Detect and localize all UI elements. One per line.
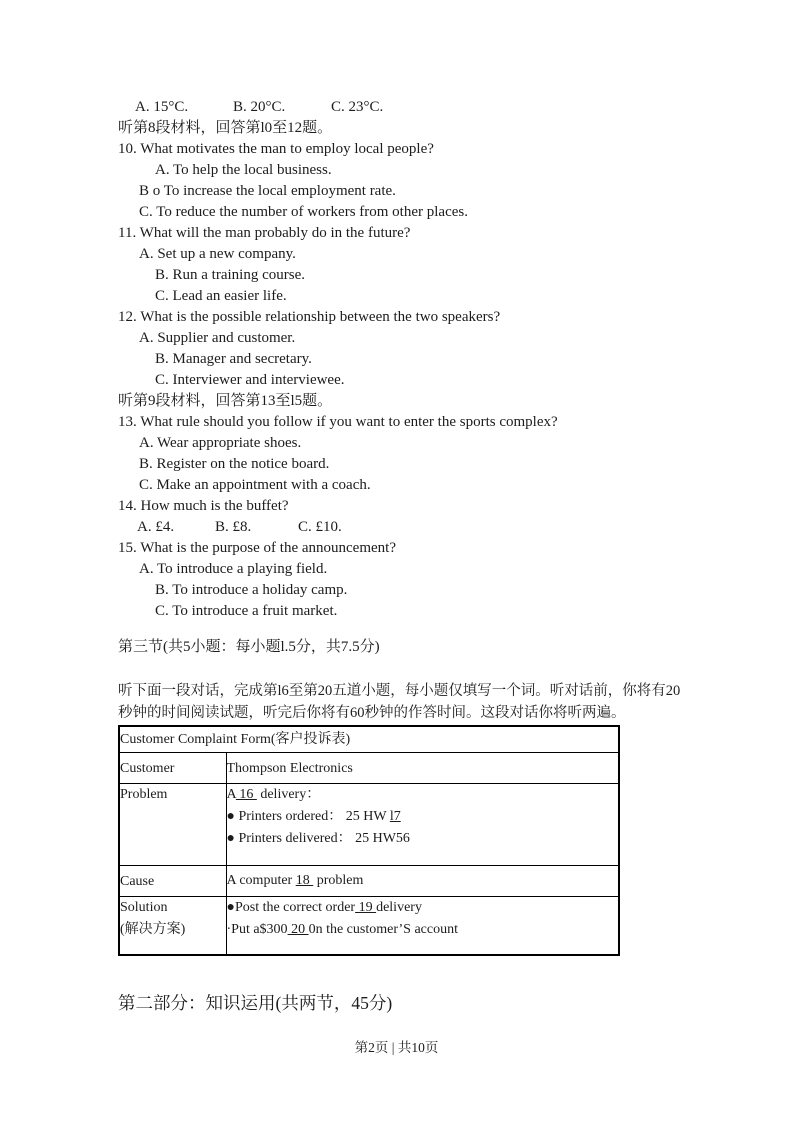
question-12-option-a: A. Supplier and customer. [139, 330, 296, 346]
question-11-option-a: A. Set up a new company. [139, 246, 296, 262]
section-3-instruction-line-2: 秒钟的时间阅读试题，听完后你将有60秒钟的作答时间。这段对话你将听两遍。 [118, 705, 626, 721]
cause-line: A computer 18 problem [226, 873, 364, 888]
blank-18: 18 [295, 873, 314, 888]
question-12-option-b: B. Manager and secretary. [155, 351, 312, 367]
question-13-option-b: B. Register on the notice board. [139, 456, 330, 472]
customer-label: Customer [119, 753, 226, 784]
form-title: Customer Complaint Form(客户投诉表) [119, 726, 619, 753]
question-13-option-a: A. Wear appropriate shoes. [139, 435, 302, 451]
question-9-option-a: A. 15°C. [135, 99, 189, 115]
solution-value [226, 897, 619, 956]
question-14-stem: 14. How much is the buffet? [118, 498, 289, 514]
question-9-option-b: B. 20°C. [233, 99, 286, 115]
question-13-stem: 13. What rule should you follow if you want to enter the sports complex? [118, 414, 558, 430]
section-3-heading: 第三节(共5小题：每小题l.5分，共7.5分) [118, 639, 380, 655]
form-row-cause [119, 866, 619, 897]
blank-17: l7 [389, 809, 401, 824]
question-15-option-a: A. To introduce a playing field. [139, 561, 328, 577]
question-9-options-row [118, 97, 680, 118]
blank-19: 19 [355, 900, 377, 915]
question-10-option-a: A. To help the local business. [155, 162, 332, 178]
question-14-option-b: B. £8. [215, 519, 252, 535]
solution-line-2: ·Put a$300 20 0n the customer’S account [226, 922, 458, 937]
solution-line-1: ●Post the correct order 19 delivery [226, 900, 422, 915]
form-row-customer [119, 753, 619, 784]
question-10-option-c: C. To reduce the number of workers from other places. [139, 204, 468, 220]
solution-label [119, 897, 226, 956]
question-11-option-c: C. Lead an easier life. [155, 288, 287, 304]
form-title-row [119, 726, 619, 753]
solution-label-line-2: (解决方案) [120, 922, 186, 937]
question-14-options-row [118, 517, 680, 538]
question-10-option-b: B o To increase the local employment rate. [139, 183, 396, 199]
question-11-option-b: B. Run a training course. [155, 267, 305, 283]
customer-value: Thompson Electronics [226, 753, 619, 784]
question-13-option-c: C. Make an appointment with a coach. [139, 477, 371, 493]
question-9-option-c: C. 23°C. [331, 99, 384, 115]
problem-line-2: ● Printers ordered： 25 HW l7 [226, 809, 401, 824]
dialog-9-intro: 听第9段材料，回答第13至l5题。 [118, 393, 333, 409]
problem-line-1: A 16 delivery： [226, 787, 321, 802]
part-2-heading: 第二部分：知识运用(共两节，45分) [118, 993, 393, 1013]
form-row-solution [119, 897, 619, 956]
problem-label: Problem [119, 784, 226, 866]
problem-value [226, 784, 619, 866]
form-row-problem [119, 784, 619, 866]
question-11-stem: 11. What will the man probably do in the future? [118, 225, 411, 241]
dialog-8-intro: 听第8段材料，回答第l0至12题。 [118, 120, 333, 136]
question-10-stem: 10. What motivates the man to employ local people? [118, 141, 434, 157]
question-15-stem: 15. What is the purpose of the announcement? [118, 540, 396, 556]
question-15-option-b: B. To introduce a holiday camp. [155, 582, 348, 598]
question-15-option-c: C. To introduce a fruit market. [155, 603, 338, 619]
problem-line-3: ● Printers delivered： 25 HW56 [226, 831, 410, 846]
blank-16: 16 [235, 787, 257, 802]
question-14-option-c: C. £10. [298, 519, 342, 535]
cause-label: Cause [119, 866, 226, 897]
blank-20: 20 [287, 922, 309, 937]
cause-value [226, 866, 619, 897]
question-12-option-c: C. Interviewer and interviewee. [155, 372, 345, 388]
page-content [118, 0, 680, 1014]
solution-label-line-1: Solution [120, 900, 168, 915]
question-12-stem: 12. What is the possible relationship between the two speakers? [118, 309, 501, 325]
page-number-footer: 第2页 | 共10页 [354, 1040, 439, 1055]
question-14-option-a: A. £4. [137, 519, 175, 535]
complaint-form-table [118, 725, 620, 956]
section-3-instruction-line-1: 听下面一段对话，完成第l6至第20五道小题，每小题仅填写一个词。听对话前，你将有20 [118, 683, 681, 699]
